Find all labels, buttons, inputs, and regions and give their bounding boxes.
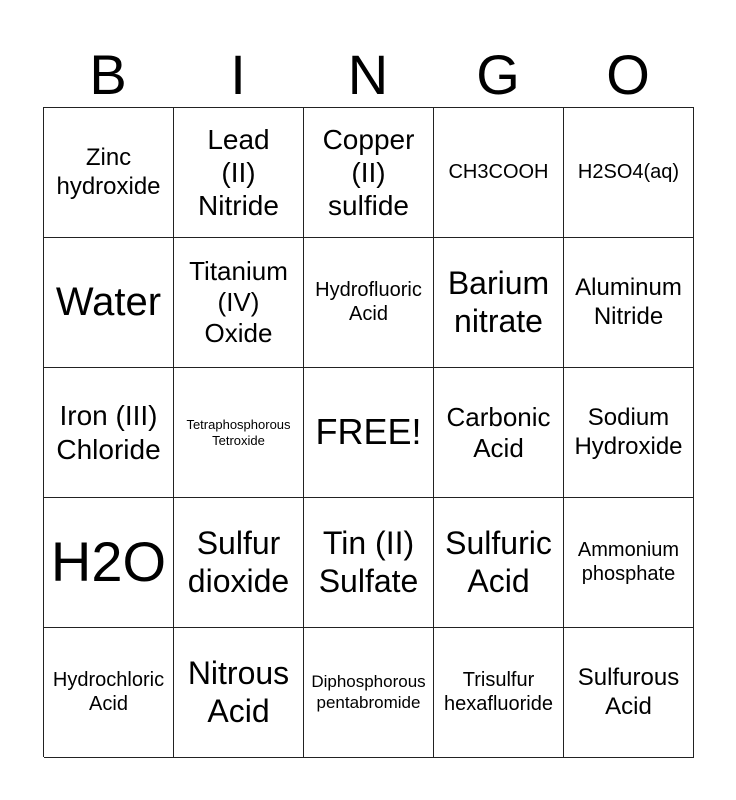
header-letter-o: O — [606, 43, 650, 106]
bingo-cell-r5c3[interactable] — [304, 628, 434, 758]
cell-text: Copper (II) sulfide — [322, 123, 415, 222]
bingo-cell-r2c3[interactable] — [304, 238, 434, 368]
header-letter-b: B — [89, 43, 127, 106]
cell-text: Diphosphorous pentabromide — [311, 672, 426, 712]
bingo-cell-r2c5[interactable] — [564, 238, 694, 368]
cell-text: Sulfurous Acid — [577, 664, 680, 720]
header-letter-i: I — [230, 43, 246, 106]
bingo-header — [43, 44, 693, 106]
cell-text: Iron (III) Chloride — [56, 400, 161, 465]
bingo-cell-r1c5[interactable] — [564, 108, 694, 238]
cell-text: CH3COOH — [448, 160, 549, 183]
cell-text: H2O — [50, 530, 167, 594]
bingo-cell-r4c4[interactable] — [434, 498, 564, 628]
cell-text: Sulfur dioxide — [187, 524, 290, 599]
bingo-cell-r2c2[interactable] — [174, 238, 304, 368]
cell-text: Barium nitrate — [447, 264, 550, 339]
cell-text: H2SO4(aq) — [577, 160, 680, 183]
bingo-cell-r3c4[interactable] — [434, 368, 564, 498]
bingo-cell-r1c1[interactable] — [44, 108, 174, 238]
cell-text: Hydrochloric Acid — [52, 668, 165, 715]
cell-text: Lead (II) Nitride — [198, 123, 279, 222]
header-letter-n: N — [347, 43, 389, 106]
cell-text: Trisulfur hexafluoride — [444, 668, 553, 715]
bingo-cell-r4c3[interactable] — [304, 498, 434, 628]
cell-text: Aluminum Nitride — [575, 274, 682, 330]
bingo-cell-r3c2[interactable] — [174, 368, 304, 498]
header-letter-g: G — [476, 43, 520, 106]
cell-text: Tetraphosphorous Tetroxide — [186, 417, 291, 448]
cell-text: Zinc hydroxide — [56, 144, 161, 200]
cell-text: Ammonium phosphate — [577, 538, 680, 585]
cell-text: Water — [55, 279, 162, 324]
bingo-board — [43, 107, 694, 757]
cell-text: Sodium Hydroxide — [574, 404, 683, 460]
bingo-cell-r3c5[interactable] — [564, 368, 694, 498]
bingo-cell-r5c2[interactable] — [174, 628, 304, 758]
cell-text: FREE! — [315, 411, 422, 453]
bingo-cell-r5c1[interactable] — [44, 628, 174, 758]
bingo-cell-r3c3[interactable] — [304, 368, 434, 498]
bingo-cell-r4c1[interactable] — [44, 498, 174, 628]
bingo-cell-r5c5[interactable] — [564, 628, 694, 758]
bingo-cell-r3c1[interactable] — [44, 368, 174, 498]
bingo-cell-r1c2[interactable] — [174, 108, 304, 238]
bingo-cell-r2c4[interactable] — [434, 238, 564, 368]
bingo-cell-r2c1[interactable] — [44, 238, 174, 368]
cell-text: Carbonic Acid — [446, 401, 551, 463]
bingo-cell-r1c3[interactable] — [304, 108, 434, 238]
bingo-cell-r4c5[interactable] — [564, 498, 694, 628]
cell-text: Titanium (IV) Oxide — [189, 256, 288, 348]
cell-text: Sulfuric Acid — [445, 524, 552, 599]
bingo-cell-r5c4[interactable] — [434, 628, 564, 758]
cell-text: Nitrous Acid — [187, 654, 290, 729]
cell-text: Tin (II) Sulfate — [318, 524, 419, 599]
bingo-cell-r1c4[interactable] — [434, 108, 564, 238]
bingo-cell-r4c2[interactable] — [174, 498, 304, 628]
cell-text: Hydrofluoric Acid — [315, 278, 422, 325]
